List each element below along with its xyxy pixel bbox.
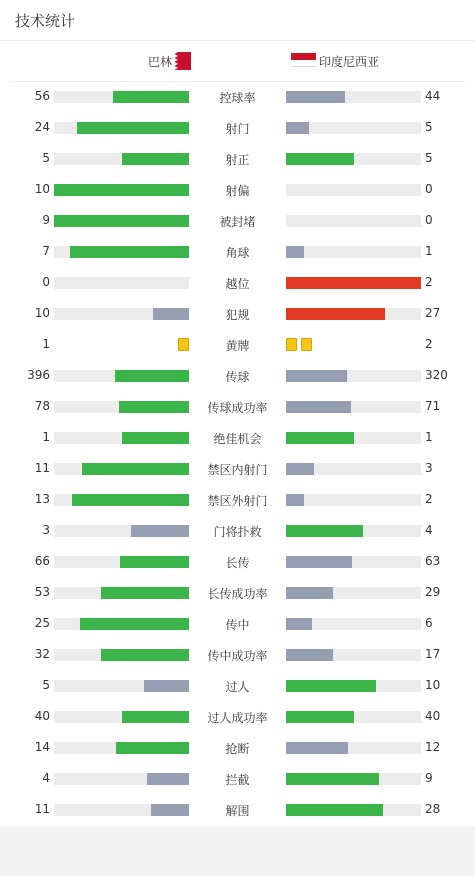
stat-label: 传中 xyxy=(225,618,250,632)
home-stat-bar xyxy=(54,91,189,103)
home-stat-bar xyxy=(54,742,189,754)
away-team-name: 印度尼西亚 xyxy=(319,55,380,69)
home-stat-value: 4 xyxy=(42,771,50,785)
home-stat-bar xyxy=(54,556,189,568)
stat-row xyxy=(0,175,475,206)
stat-row xyxy=(0,268,475,299)
away-stat-bar-fill xyxy=(286,463,314,475)
away-stat-bar-fill xyxy=(286,742,348,754)
home-stat-bar xyxy=(54,184,189,196)
home-stat-bar-fill xyxy=(72,494,189,506)
home-stat-value: 396 xyxy=(27,368,50,382)
home-stat-value: 66 xyxy=(34,554,50,568)
stat-label: 过人成功率 xyxy=(207,711,268,725)
stat-label: 射门 xyxy=(225,122,250,136)
away-stat-bar-fill xyxy=(286,556,352,568)
away-stat-bar-fill xyxy=(286,277,421,289)
away-stat-bar-fill xyxy=(286,91,345,103)
yellow-card-icon xyxy=(301,338,312,351)
away-stat-value: 40 xyxy=(425,709,441,723)
home-stat-value: 3 xyxy=(42,523,50,537)
away-stat-bar xyxy=(286,308,421,320)
home-stat-bar xyxy=(54,618,189,630)
away-stat-bar-fill xyxy=(286,308,385,320)
home-stat-value: 13 xyxy=(34,492,50,506)
home-stat-bar xyxy=(54,587,189,599)
stat-row xyxy=(0,361,475,392)
stat-row xyxy=(0,82,475,113)
away-stat-bar-fill xyxy=(286,649,333,661)
stat-row xyxy=(0,764,475,795)
away-stat-value: 0 xyxy=(425,213,433,227)
away-stat-value: 9 xyxy=(425,771,433,785)
away-stat-value: 5 xyxy=(425,151,433,165)
home-stat-bar xyxy=(54,804,189,816)
stat-label: 传中成功率 xyxy=(207,649,268,663)
away-stat-bar-fill xyxy=(286,525,363,537)
away-stat-bar-fill xyxy=(286,773,379,785)
away-stat-bar xyxy=(286,184,421,196)
away-stat-value: 5 xyxy=(425,120,433,134)
stat-row xyxy=(0,795,475,826)
away-stat-bar xyxy=(286,215,421,227)
home-stat-bar-fill xyxy=(120,556,189,568)
stat-row xyxy=(0,423,475,454)
stat-label: 门将扑救 xyxy=(213,525,262,539)
away-stat-value: 2 xyxy=(425,337,433,351)
home-stat-value: 11 xyxy=(34,802,50,816)
stat-label: 被封堵 xyxy=(219,215,256,229)
home-stat-bar xyxy=(54,215,189,227)
home-stat-value: 40 xyxy=(34,709,50,723)
away-stat-value: 2 xyxy=(425,492,433,506)
away-stat-value: 3 xyxy=(425,461,433,475)
home-stat-bar-fill xyxy=(70,246,189,258)
away-stat-value: 1 xyxy=(425,430,433,444)
teams-header xyxy=(10,41,465,82)
yellow-card-icon xyxy=(286,338,297,351)
away-stat-bar-fill xyxy=(286,680,376,692)
home-stat-bar-fill xyxy=(116,742,189,754)
home-stat-bar-fill xyxy=(153,308,189,320)
home-stat-bar xyxy=(54,649,189,661)
away-stat-bar-fill xyxy=(286,370,347,382)
away-stat-bar-fill xyxy=(286,711,354,723)
home-stat-bar-fill xyxy=(122,153,190,165)
away-stat-bar-fill xyxy=(286,246,304,258)
home-stat-bar-fill xyxy=(54,215,189,227)
home-stat-value: 0 xyxy=(42,275,50,289)
home-stat-bar-fill xyxy=(119,401,189,413)
away-stat-bar xyxy=(286,680,421,692)
home-stat-bar xyxy=(54,494,189,506)
home-stat-value: 5 xyxy=(42,151,50,165)
home-stat-bar xyxy=(54,370,189,382)
away-stat-bar xyxy=(286,494,421,506)
home-stat-bar-fill xyxy=(80,618,189,630)
home-stat-bar-fill xyxy=(101,587,189,599)
away-stat-value: 63 xyxy=(425,554,441,568)
away-stat-value: 44 xyxy=(425,89,441,103)
away-stat-bar-fill xyxy=(286,122,309,134)
away-stat-bar-fill xyxy=(286,432,354,444)
stat-label: 角球 xyxy=(225,246,250,260)
home-stat-value: 53 xyxy=(34,585,50,599)
page-title: 技术统计 xyxy=(15,11,76,30)
home-stat-bar xyxy=(54,463,189,475)
home-stat-bar-fill xyxy=(115,370,189,382)
home-stat-value: 78 xyxy=(34,399,50,413)
away-stat-bar-fill xyxy=(286,153,354,165)
away-stat-bar-fill xyxy=(286,587,333,599)
indonesia-flag-icon xyxy=(291,53,316,67)
stat-row xyxy=(0,578,475,609)
home-stat-bar xyxy=(54,773,189,785)
home-stat-bar xyxy=(54,277,189,289)
stat-label: 过人 xyxy=(225,680,250,694)
away-stat-bar xyxy=(286,246,421,258)
stat-row xyxy=(0,485,475,516)
stat-label: 控球率 xyxy=(219,91,256,105)
home-stat-bar-fill xyxy=(82,463,189,475)
away-stat-value: 4 xyxy=(425,523,433,537)
away-stat-value: 1 xyxy=(425,244,433,258)
home-stat-value: 10 xyxy=(34,306,50,320)
stat-row xyxy=(0,702,475,733)
away-stat-value: 29 xyxy=(425,585,441,599)
away-stat-bar xyxy=(286,587,421,599)
stat-row xyxy=(0,330,475,361)
stat-label: 黄牌 xyxy=(225,339,250,353)
home-stat-bar-fill xyxy=(144,680,189,692)
stat-label: 绝佳机会 xyxy=(213,432,262,446)
stat-label: 射正 xyxy=(225,153,250,167)
stat-row xyxy=(0,144,475,175)
stat-row xyxy=(0,547,475,578)
stat-label: 禁区外射门 xyxy=(207,494,268,508)
home-stat-value: 1 xyxy=(42,430,50,444)
away-stat-bar-fill xyxy=(286,494,304,506)
home-stat-value: 25 xyxy=(34,616,50,630)
away-stat-bar-fill xyxy=(286,618,312,630)
away-stat-value: 28 xyxy=(425,802,441,816)
away-stat-bar xyxy=(286,153,421,165)
home-stat-bar xyxy=(54,153,189,165)
away-cards xyxy=(286,338,312,351)
home-team-name: 巴林 xyxy=(147,55,172,69)
away-stat-value: 2 xyxy=(425,275,433,289)
title-bar xyxy=(0,0,475,41)
away-stat-bar-fill xyxy=(286,804,383,816)
away-stat-bar xyxy=(286,91,421,103)
home-cards xyxy=(178,338,189,351)
stat-row xyxy=(0,609,475,640)
stat-label: 越位 xyxy=(225,277,250,291)
away-stat-bar xyxy=(286,556,421,568)
away-stat-bar-fill xyxy=(286,401,351,413)
away-stat-bar xyxy=(286,370,421,382)
home-stat-bar xyxy=(54,680,189,692)
yellow-card-icon xyxy=(178,338,189,351)
bahrain-flag-icon xyxy=(172,52,191,70)
stat-label: 拦截 xyxy=(225,773,250,787)
home-stat-bar-fill xyxy=(101,649,189,661)
stat-row xyxy=(0,640,475,671)
home-stat-value: 1 xyxy=(42,337,50,351)
home-stat-bar-fill xyxy=(122,711,190,723)
away-stat-bar xyxy=(286,463,421,475)
away-stat-bar xyxy=(286,525,421,537)
home-stat-bar-fill xyxy=(54,184,189,196)
home-stat-value: 5 xyxy=(42,678,50,692)
away-stat-bar xyxy=(286,742,421,754)
stat-label: 长传 xyxy=(225,556,250,570)
home-stat-bar-fill xyxy=(77,122,189,134)
away-stat-bar xyxy=(286,618,421,630)
stat-label: 传球成功率 xyxy=(207,401,268,415)
away-stat-value: 71 xyxy=(425,399,441,413)
home-stat-value: 32 xyxy=(34,647,50,661)
stat-label: 犯规 xyxy=(225,308,250,322)
stat-label: 长传成功率 xyxy=(207,587,268,601)
away-stat-value: 320 xyxy=(425,368,448,382)
home-stat-bar xyxy=(54,711,189,723)
away-stat-bar xyxy=(286,773,421,785)
stats-list xyxy=(0,82,475,826)
home-stat-bar-fill xyxy=(147,773,189,785)
away-stat-bar xyxy=(286,277,421,289)
away-stat-bar xyxy=(286,649,421,661)
away-stat-bar xyxy=(286,401,421,413)
home-stat-value: 24 xyxy=(34,120,50,134)
home-stat-value: 10 xyxy=(34,182,50,196)
home-stat-bar-fill xyxy=(131,525,189,537)
away-stat-value: 12 xyxy=(425,740,441,754)
home-stat-bar xyxy=(54,432,189,444)
home-stat-value: 9 xyxy=(42,213,50,227)
away-stat-value: 0 xyxy=(425,182,433,196)
home-stat-bar-fill xyxy=(122,432,190,444)
away-stat-bar xyxy=(286,804,421,816)
stat-label: 射偏 xyxy=(225,184,250,198)
away-stat-bar xyxy=(286,122,421,134)
home-stat-bar xyxy=(54,122,189,134)
away-stat-bar xyxy=(286,711,421,723)
stat-label: 解围 xyxy=(225,804,250,818)
home-stat-value: 14 xyxy=(34,740,50,754)
home-stat-value: 7 xyxy=(42,244,50,258)
home-stat-bar-fill xyxy=(113,91,189,103)
stat-row xyxy=(0,113,475,144)
away-stat-value: 10 xyxy=(425,678,441,692)
home-stat-bar xyxy=(54,308,189,320)
stat-label: 抢断 xyxy=(225,742,250,756)
stat-label: 禁区内射门 xyxy=(207,463,268,477)
stat-row xyxy=(0,206,475,237)
stat-row xyxy=(0,733,475,764)
stat-row xyxy=(0,516,475,547)
home-stat-bar xyxy=(54,401,189,413)
stat-row xyxy=(0,299,475,330)
home-stat-bar-fill xyxy=(151,804,189,816)
stat-row xyxy=(0,454,475,485)
away-stat-value: 6 xyxy=(425,616,433,630)
stat-row xyxy=(0,237,475,268)
home-stat-value: 56 xyxy=(34,89,50,103)
away-stat-bar xyxy=(286,432,421,444)
home-stat-bar xyxy=(54,246,189,258)
home-stat-bar xyxy=(54,525,189,537)
stat-row xyxy=(0,392,475,423)
home-stat-value: 11 xyxy=(34,461,50,475)
stat-row xyxy=(0,671,475,702)
away-stat-value: 17 xyxy=(425,647,441,661)
away-stat-value: 27 xyxy=(425,306,441,320)
stat-label: 传球 xyxy=(225,370,250,384)
